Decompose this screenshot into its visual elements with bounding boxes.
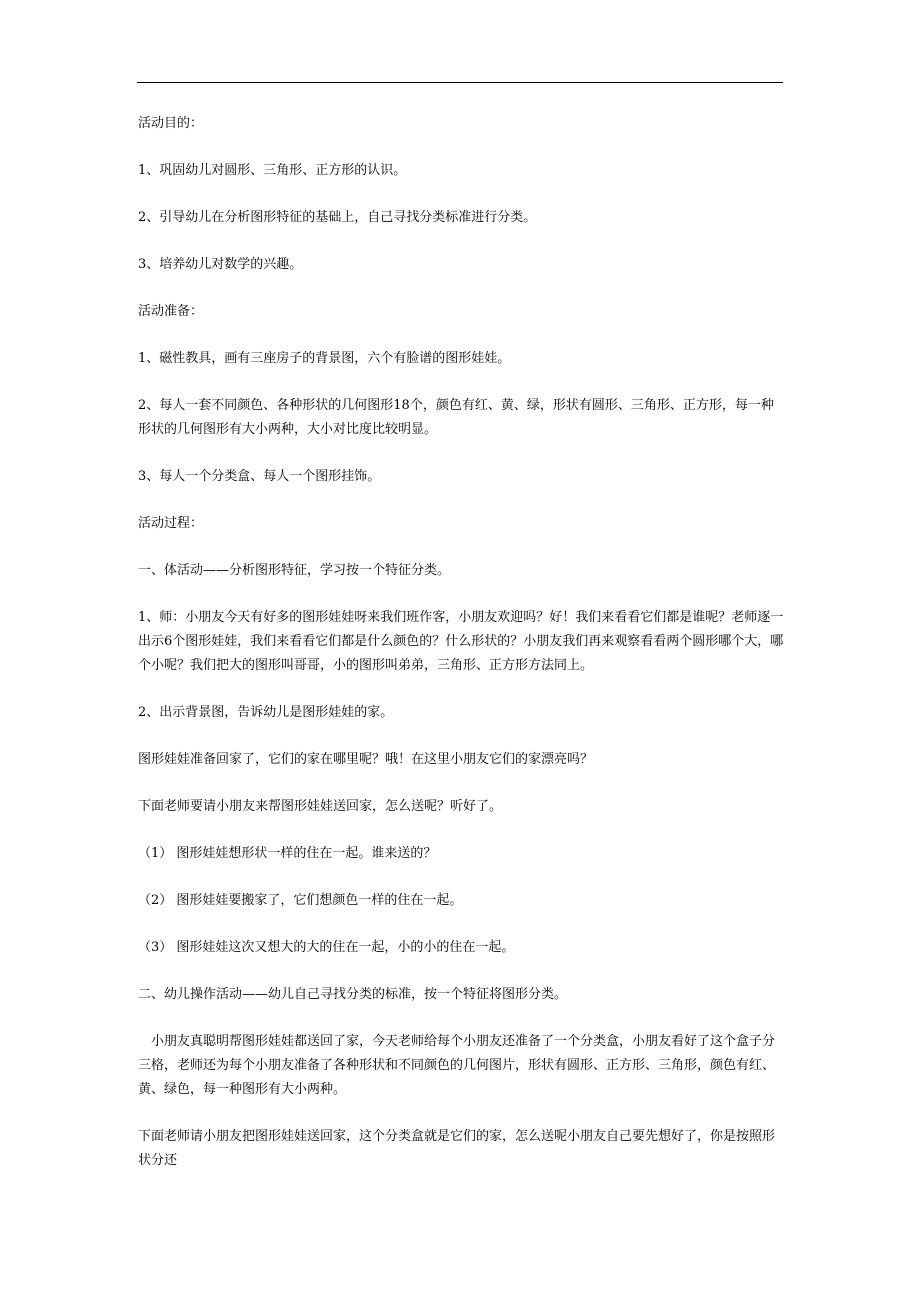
goal-item-3: 3、培养幼儿对数学的兴趣。 bbox=[138, 257, 303, 272]
process-section-1-title: 一、体活动——分析图形特征，学习按一个特征分类。 bbox=[138, 563, 451, 578]
prep-item-2: 2、每人一套不同颜色、各种形状的几何图形18个，颜色有红、黄、绿，形状有圆形、三角形、正方形，每一种形状的几何图形有大小两种，大小对比度比较明显。 bbox=[138, 398, 774, 437]
header-rule bbox=[137, 82, 783, 83]
process-1-note-1: 图形娃娃准备回家了，它们的家在哪里呢？哦！在这里小朋友它们的家漂亮吗？ bbox=[138, 752, 594, 767]
heading-goal: 活动目的： bbox=[138, 116, 204, 131]
prep-item-3: 3、每人一个分类盒、每人一个图形挂饰。 bbox=[138, 469, 381, 484]
process-1-sub-2: （2） 图形娃娃要搬家了，它们想颜色一样的住在一起。 bbox=[138, 893, 463, 908]
process-2-paragraph-2: 下面老师请小朋友把图形娃娃送回家，这个分类盒就是它们的家，怎么送呢小朋友自己要先想好了，你是按照形状分还 bbox=[138, 1129, 776, 1168]
heading-process: 活动过程： bbox=[138, 516, 204, 531]
goal-item-2: 2、引导幼儿在分析图形特征的基础上，自己寻找分类标准进行分类。 bbox=[138, 210, 537, 225]
prep-item-1: 1、磁性教具，画有三座房子的背景图，六个有脸谱的图形娃娃。 bbox=[138, 351, 511, 366]
heading-prep: 活动准备： bbox=[138, 304, 204, 319]
process-1-step-2: 2、出示背景图，告诉幼儿是图形娃娃的家。 bbox=[138, 705, 394, 720]
process-2-paragraph-1: 小朋友真聪明帮图形娃娃都送回了家，今天老师给每个小朋友还准备了一个分类盒，小朋友看好了这个盒子分三格，老师还为每个小朋友准备了各种形状和不同颜色的几何图片，形状有圆形、正方形、三角形，颜色有红、黄、绿色，每一种图形有大小两种。 bbox=[138, 1034, 776, 1097]
document-body bbox=[138, 112, 786, 1196]
process-section-2-title: 二、幼儿操作活动——幼儿自己寻找分类的标准，按一个特征将图形分类。 bbox=[138, 987, 568, 1002]
process-1-note-2: 下面老师要请小朋友来帮图形娃娃送回家，怎么送呢？听好了。 bbox=[138, 799, 503, 814]
process-1-sub-1: （1） 图形娃娃想形状一样的住在一起。谁来送的？ bbox=[138, 846, 437, 861]
process-1-step-1: 1、师：小朋友今天有好多的图形娃娃呀来我们班作客，小朋友欢迎吗？好！我们来看看它们都是谁呢？老师逐一出示6个图形娃娃，我们来看看它们都是什么颜色的？什么形状的？小朋友我们再来观察看看两个圆形哪个大，哪个小呢？我们把大的图形叫哥哥，小的图形叫弟弟，三角形、正方形方法同上。 bbox=[138, 610, 784, 673]
process-1-sub-3: （3） 图形娃娃这次又想大的大的住在一起，小的小的住在一起。 bbox=[138, 940, 515, 955]
goal-item-1: 1、巩固幼儿对圆形、三角形、正方形的认识。 bbox=[138, 163, 407, 178]
